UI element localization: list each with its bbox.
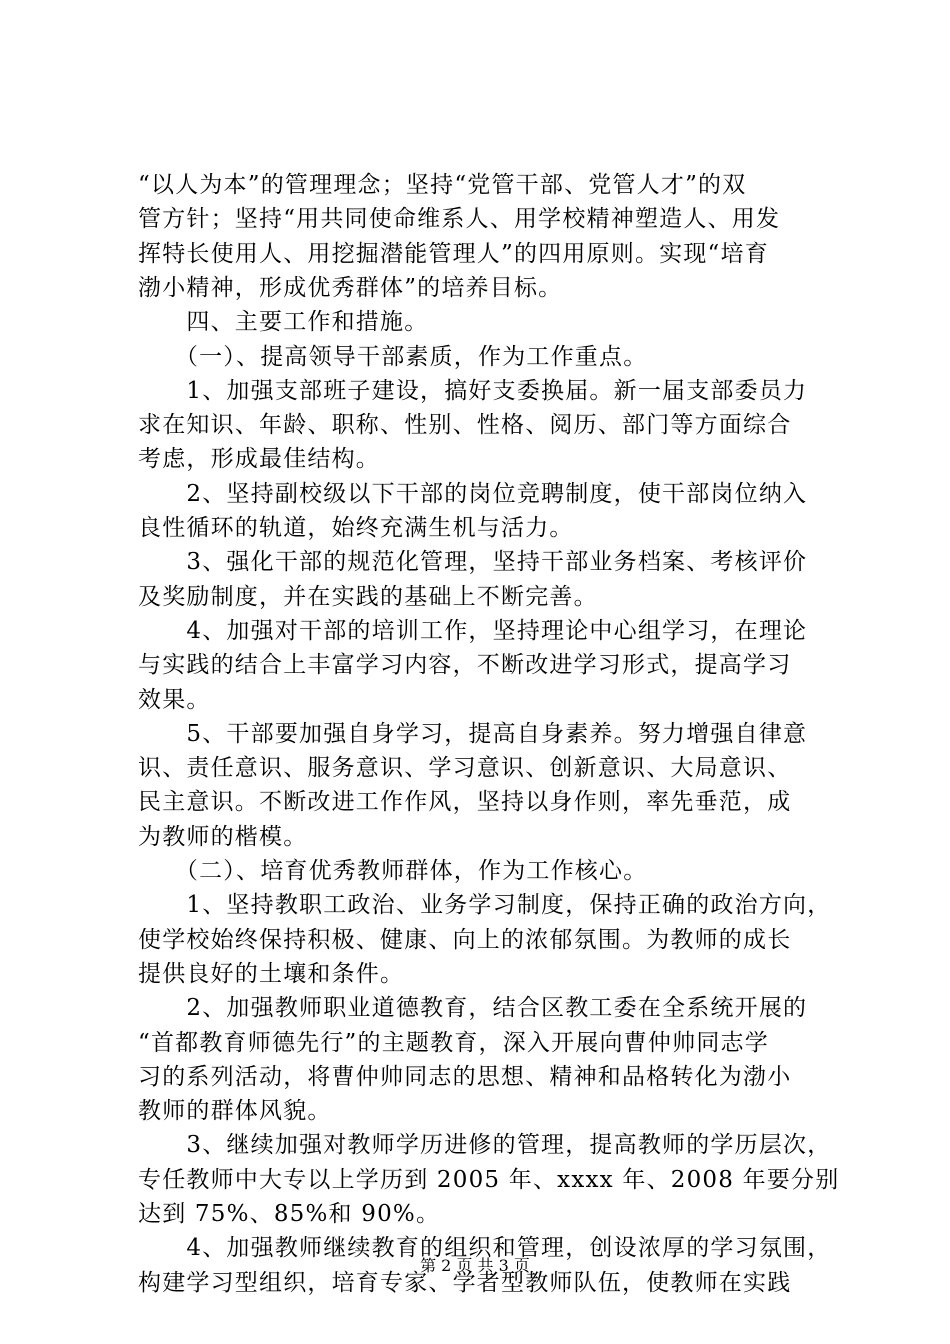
text-line: 考虑，形成最佳结构。 bbox=[138, 446, 380, 473]
text-line: 使学校始终保持积极、健康、向上的浓郁氛围。为教师的成长 bbox=[138, 926, 792, 953]
text-line: 与实践的结合上丰富学习内容，不断改进学习形式，提高学习 bbox=[138, 652, 792, 679]
text-line: 民主意识。不断改进工作作风，坚持以身作则，率先垂范，成 bbox=[138, 789, 792, 816]
text-line: 渤小精神，形成优秀群体”的培养目标。 bbox=[138, 274, 563, 301]
text-line: 四、主要工作和措施。 bbox=[138, 309, 429, 336]
text-line: 4、加强教师继续教育的组织和管理，创设浓厚的学习氛围， bbox=[138, 1235, 832, 1262]
page-footer: 第 2 页 共 3 页 bbox=[420, 1256, 530, 1275]
text-line: （二）、培育优秀教师群体，作为工作核心。 bbox=[138, 858, 648, 884]
text-line: 效果。 bbox=[138, 686, 211, 713]
text-line: 5、干部要加强自身学习，提高自身素养。努力增强自律意 bbox=[138, 720, 808, 747]
text-line: 为教师的楷模。 bbox=[138, 823, 308, 850]
text-line: 良性循环的轨道，始终充满生机与活力。 bbox=[138, 515, 574, 541]
text-line: （一）、提高领导干部素质，作为工作重点。 bbox=[138, 343, 648, 370]
text-line: “首都教育师德先行”的主题教育，深入开展向曹仲帅同志学 bbox=[138, 1029, 769, 1056]
text-line: 4、加强对干部的培训工作，坚持理论中心组学习，在理论 bbox=[138, 617, 808, 644]
text-line: 求在知识、年龄、职称、性别、性格、阅历、部门等方面综合 bbox=[138, 412, 792, 439]
text-line: 1、坚持教职工政治、业务学习制度，保持正确的政治方向， bbox=[138, 892, 832, 919]
text-line: 挥特长使用人、用挖掘潜能管理人”的四用原则。实现“培育 bbox=[138, 240, 769, 267]
text-line: 3、强化干部的规范化管理，坚持干部业务档案、考核评价 bbox=[138, 549, 808, 576]
text-line: 3、继续加强对教师学历进修的管理，提高教师的学历层次， bbox=[138, 1132, 832, 1159]
text-line: 管方针；坚持“用共同使命维系人、用学校精神塑造人、用发 bbox=[138, 206, 781, 233]
text-line: 1、加强支部班子建设，搞好支委换届。新一届支部委员力 bbox=[138, 377, 808, 404]
text-line: 习的系列活动，将曹仲帅同志的思想、精神和品格转化为渤小 bbox=[138, 1063, 792, 1090]
text-line: 构建学习型组织，培育专家、学者型教师队伍，使教师在实践 bbox=[138, 1269, 792, 1296]
text-line: 教师的群体风貌。 bbox=[138, 1098, 332, 1125]
text-line: 识、责任意识、服务意识、学习意识、创新意识、大局意识、 bbox=[138, 755, 792, 782]
text-line: “以人为本”的管理理念；坚持“党管干部、党管人才”的双 bbox=[138, 172, 747, 198]
text-line: 及奖励制度，并在实践的基础上不断完善。 bbox=[138, 583, 598, 610]
text-line: 专任教师中大专以上学历到 2005 年、xxxx 年、2008 年要分别 bbox=[138, 1166, 840, 1193]
text-line: 2、加强教师职业道德教育，结合区教工委在全系统开展的 bbox=[138, 995, 808, 1022]
text-line: 提供良好的土壤和条件。 bbox=[138, 960, 405, 987]
text-line: 达到 75%、85%和 90%。 bbox=[138, 1201, 441, 1227]
text-line: 2、坚持副校级以下干部的岗位竞聘制度，使干部岗位纳入 bbox=[138, 480, 808, 507]
